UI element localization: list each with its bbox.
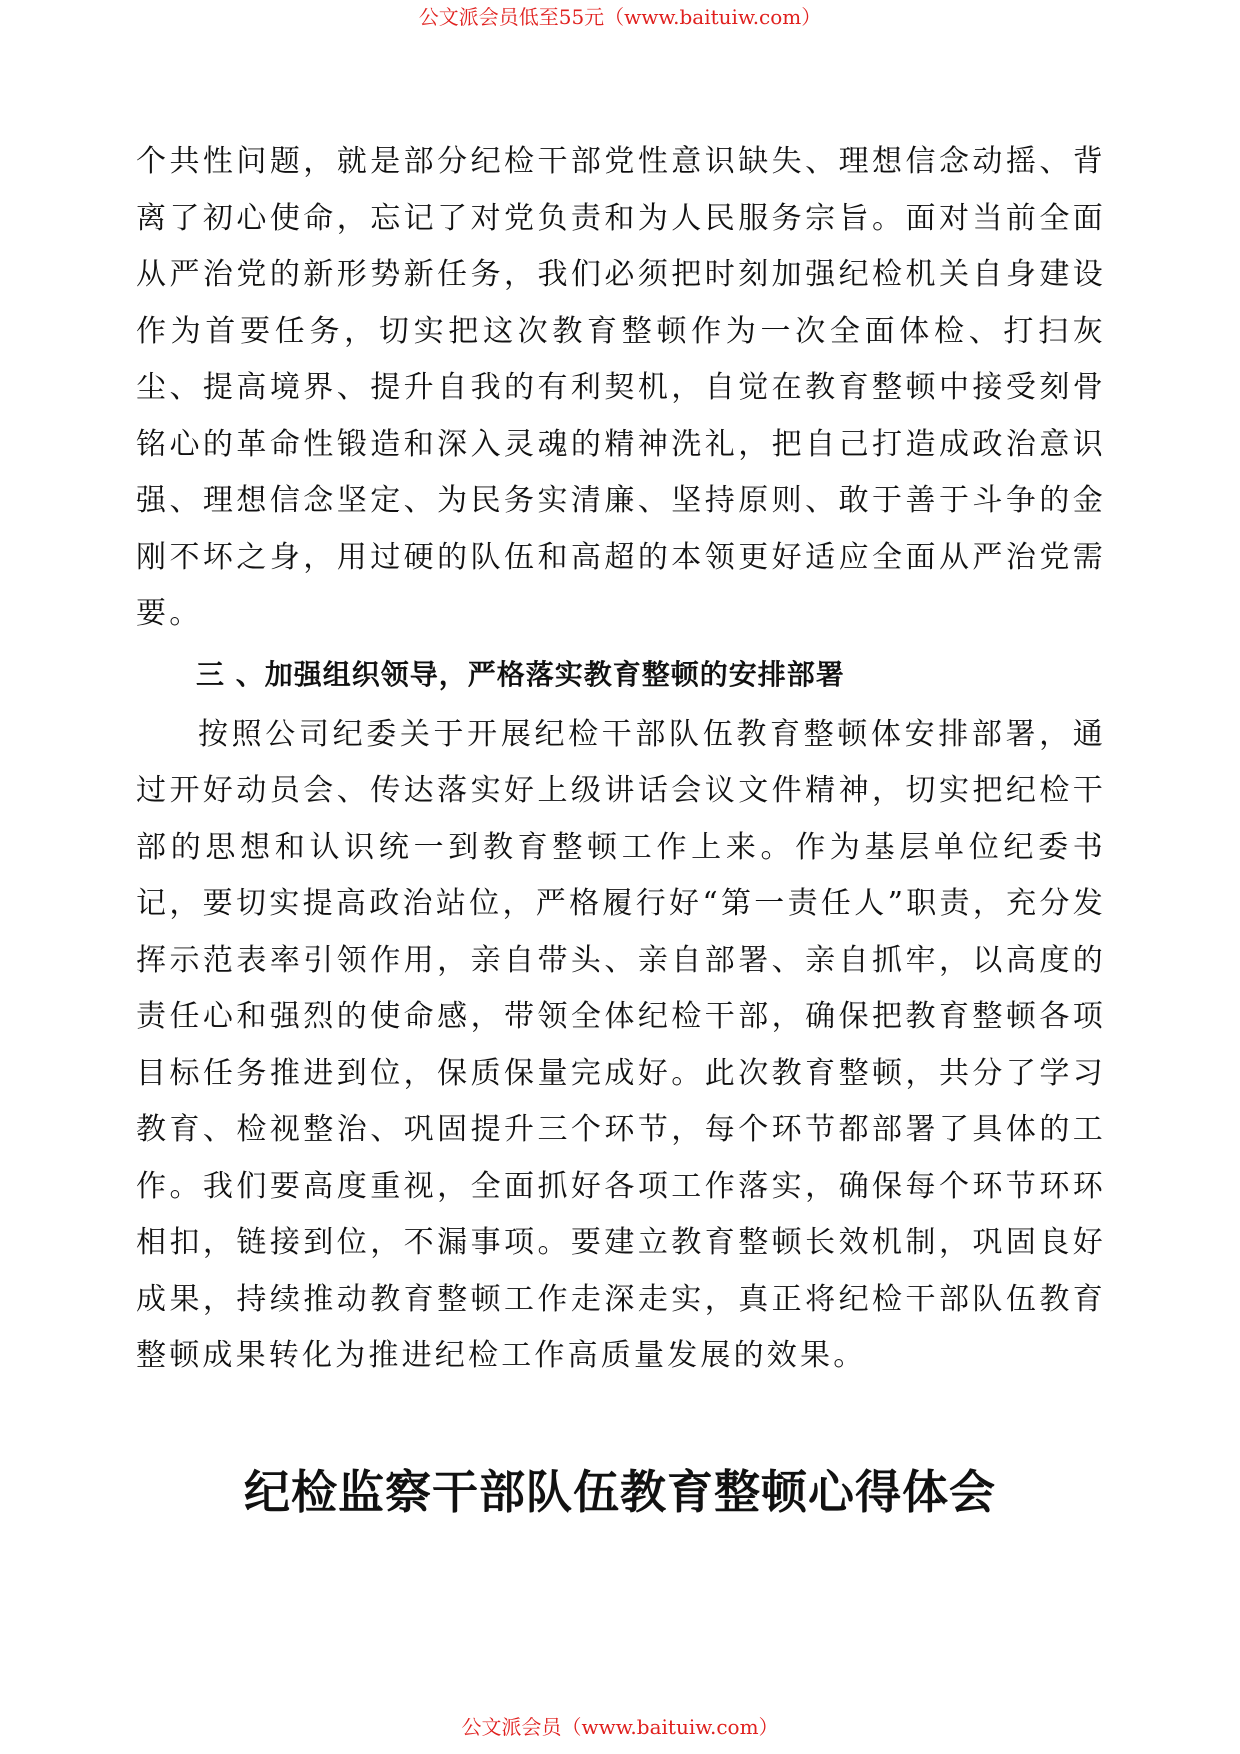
paragraph-continuation: 个共性问题，就是部分纪检干部党性意识缺失、理想信念动摇、背离了初心使命，忘记了对党负责和为人民服务宗旨。面对当前全面从严治党的新形势新任务，我们必须把时刻加强纪检机关自身建设作为首要任务，切实把这次教育整顿作为一次全面体检、打扫灰尘、提高境界、提升自我的有利契机，自觉在教育整顿中接受刻骨铭心的革命性锻造和深入灵魂的精神洗礼，把自己打造成政治意识强、理想信念坚定、为民务实清廉、坚持原则、敢于善于斗争的金刚不坏之身，用过硬的队伍和高超的本领更好适应全面从严治党需要。 xyxy=(136,144,1106,631)
document-body xyxy=(136,134,1106,1385)
header-banner: 公文派会员低至55元（www.baituiw.com） xyxy=(418,5,822,29)
footer-banner: 公文派会员（www.baituiw.com） xyxy=(461,1715,779,1739)
paragraph-section-three: 按照公司纪委关于开展纪检干部队伍教育整顿体安排部署，通过开好动员会、传达落实好上级讲话会议文件精神，切实把纪检干部的思想和认识统一到教育整顿工作上来。作为基层单位纪委书记，要切实提高政治站位，严格履行好“第一责任人”职责，充分发挥示范表率引领作用，亲自带头、亲自部署、亲自抓牢，以高度的责任心和强烈的使命感，带领全体纪检干部，确保把教育整顿各项目标任务推进到位，保质保量完成好。此次教育整顿，共分了学习教育、检视整治、巩固提升三个环节，每个环节都部署了具体的工作。我们要高度重视，全面抓好各项工作落实，确保每个环节环环相扣，链接到位，不漏事项。要建立教育整顿长效机制，巩固良好成果，持续推动教育整顿工作走深走实，真正将纪检干部队伍教育整顿成果转化为推进纪检工作高质量发展的效果。 xyxy=(136,716,1106,1373)
section-heading: 三 、加强组织领导，严格落实教育整顿的安排部署 xyxy=(196,657,845,691)
document-title: 纪检监察干部队伍教育整顿心得体会 xyxy=(244,1465,996,1519)
